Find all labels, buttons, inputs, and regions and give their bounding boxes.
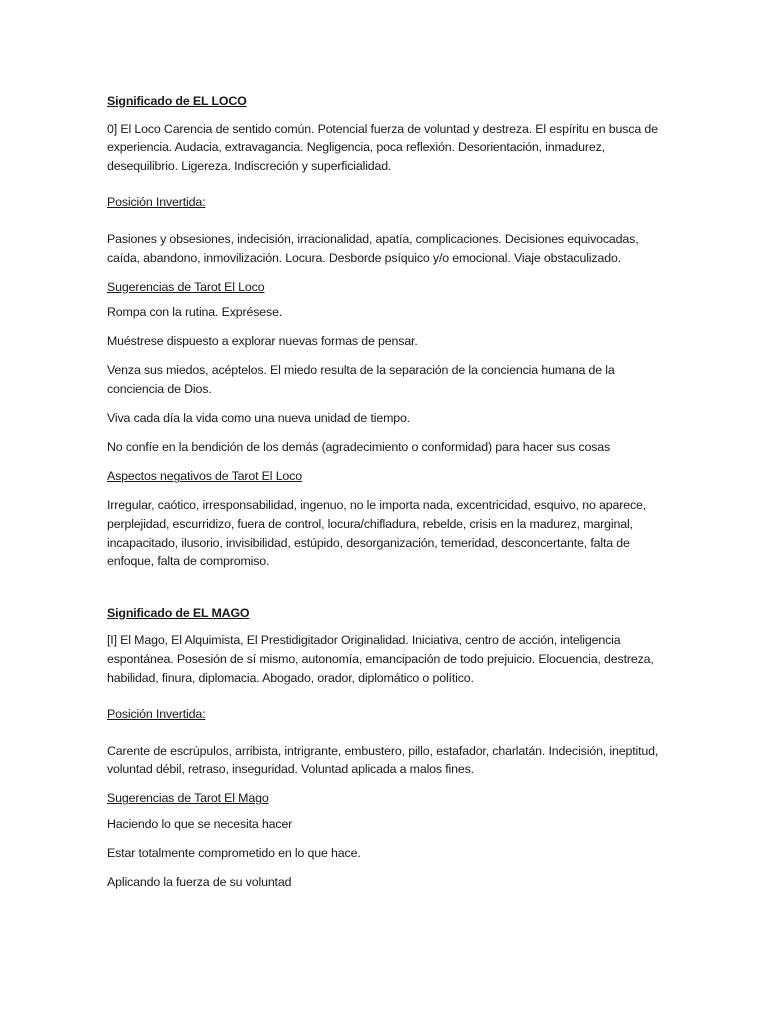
loco-suggestions-heading: Sugerencias de Tarot El Loco — [107, 279, 265, 294]
mago-suggestion-item: Aplicando la fuerza de su voluntad — [107, 875, 292, 890]
loco-intro-paragraph: 0] El Loco Carencia de sentido común. Potencial fuerza de voluntad y destreza. El espíritu en busca de experiencia. Audacia, extravagancia. Negligencia, poca reflexión. Desorientación, inmadurez, desequilibrio. Ligereza. Indiscreción y superficialidad. — [107, 121, 658, 173]
document-page — [107, 92, 667, 902]
loco-suggestion-item: Venza sus miedos, acéptelos. El miedo resulta de la separación de la conciencia humana de la conciencia de Dios. — [107, 363, 615, 397]
loco-suggestion-item: Rompa con la rutina. Exprésese. — [107, 305, 283, 320]
mago-suggestion-item: Estar totalmente comprometido en lo que hace. — [107, 846, 361, 861]
section-title-loco: Significado de EL LOCO — [107, 94, 247, 108]
loco-negative-paragraph: Irregular, caótico, irresponsabilidad, ingenuo, no le importa nada, excentricidad, esquivo, no aparece, perplejidad, escurridizo, fuera de control, locura/chifladura, rebelde, crisis en la madurez, marginal, incapacitado, ilusorio, invisibilidad, estúpido, desorganización, temeridad, desconcertante, falta de enfoque, falta de compromiso. — [107, 498, 647, 569]
loco-suggestion-item: Muéstrese dispuesto a explorar nuevas formas de pensar. — [107, 334, 418, 349]
loco-inverted-paragraph: Pasiones y obsesiones, indecisión, irracionalidad, apatía, complicaciones. Decisiones equivocadas, caída, abandono, inmovilización. Locura. Desborde psíquico y/o emocional. Viaje obstaculizado. — [107, 231, 639, 265]
loco-suggestion-item: Viva cada día la vida como una nueva unidad de tiempo. — [107, 411, 411, 426]
mago-suggestion-item: Haciendo lo que se necesita hacer — [107, 817, 293, 832]
loco-suggestion-item: No confíe en la bendición de los demás (agradecimiento o conformidad) para hacer sus cosas — [107, 440, 611, 455]
mago-intro-paragraph: [I] El Mago, El Alquimista, El Prestidigitador Originalidad. Iniciativa, centro de acción, inteligencia espontánea. Posesión de sí mismo, autonomía, emancipación de todo prejuicio. Elocuencia, destreza, habilidad, finura, diplomacia. Abogado, orador, diplomático o político. — [107, 633, 654, 685]
mago-inverted-heading: Posición Invertida: — [107, 707, 206, 722]
loco-negative-heading: Aspectos negativos de Tarot El Loco — [107, 469, 302, 484]
mago-suggestions-heading: Sugerencias de Tarot El Mago — [107, 791, 269, 806]
mago-inverted-paragraph: Carente de escrúpulos, arribista, intrigrante, embustero, pillo, estafador, charlatán. Indecisión, ineptitud, voluntad débil, retraso, inseguridad. Voluntad aplicada a malos fines. — [107, 743, 659, 777]
section-title-mago: Significado de EL MAGO — [107, 605, 250, 620]
loco-inverted-heading: Posición Invertida: — [107, 195, 206, 210]
